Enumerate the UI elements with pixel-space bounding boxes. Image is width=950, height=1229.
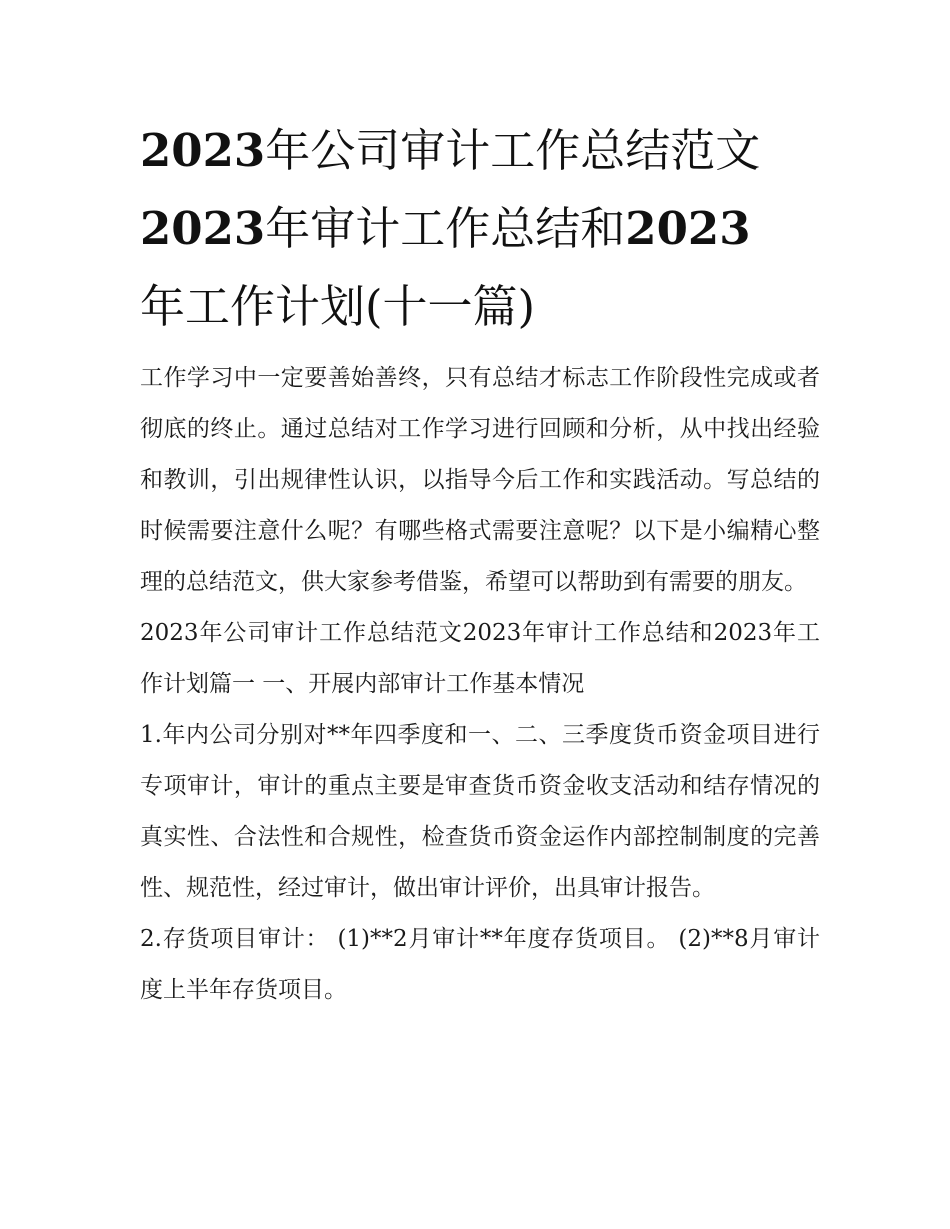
title-year: 2023 [625,202,751,255]
section-heading-paragraph: 2023年公司审计工作总结范文2023年审计工作总结和2023年工作计划篇一 一、开展内部审计工作基本情况 [140,620,820,697]
title-text: 年审计工作总结和 [265,202,626,255]
item-1-paragraph: 1.年内公司分别对**年四季度和一、二、三季度货币资金项目进行专项审计，审计的重点主要是审查货币资金收支活动和结存情况的真实性、合法性和合规性，检查货币资金运作内部控制制度的完善性、规范性，经过审计，做出审计评价，出具审计报告。 [140,722,820,901]
title-text: 年工作计划(十一篇) [140,280,536,333]
document-title [140,112,820,346]
title-line-2 [140,190,820,268]
title-text: 年公司审计工作总结范文 [265,124,761,177]
title-line-1 [140,112,820,190]
intro-paragraph: 工作学习中一定要善始善终，只有总结才标志工作阶段性完成或者彻底的终止。通过总结对工作学习进行回顾和分析，从中找出经验和教训，引出规律性认识，以指导今后工作和实践活动。写总结的时候需要注意什么呢？有哪些格式需要注意呢？以下是小编精心整理的总结范文，供大家参考借鉴，希望可以帮助到有需要的朋友。 [140,365,820,595]
item-2-paragraph: 2.存货项目审计： (1)**2月审计**年度存货项目。 (2)**8月审计度上半年存货项目。 [140,926,820,1003]
title-year: 2023 [140,202,266,255]
title-line-3 [140,268,820,346]
document-body [140,353,820,1016]
title-year: 2023 [140,124,266,177]
